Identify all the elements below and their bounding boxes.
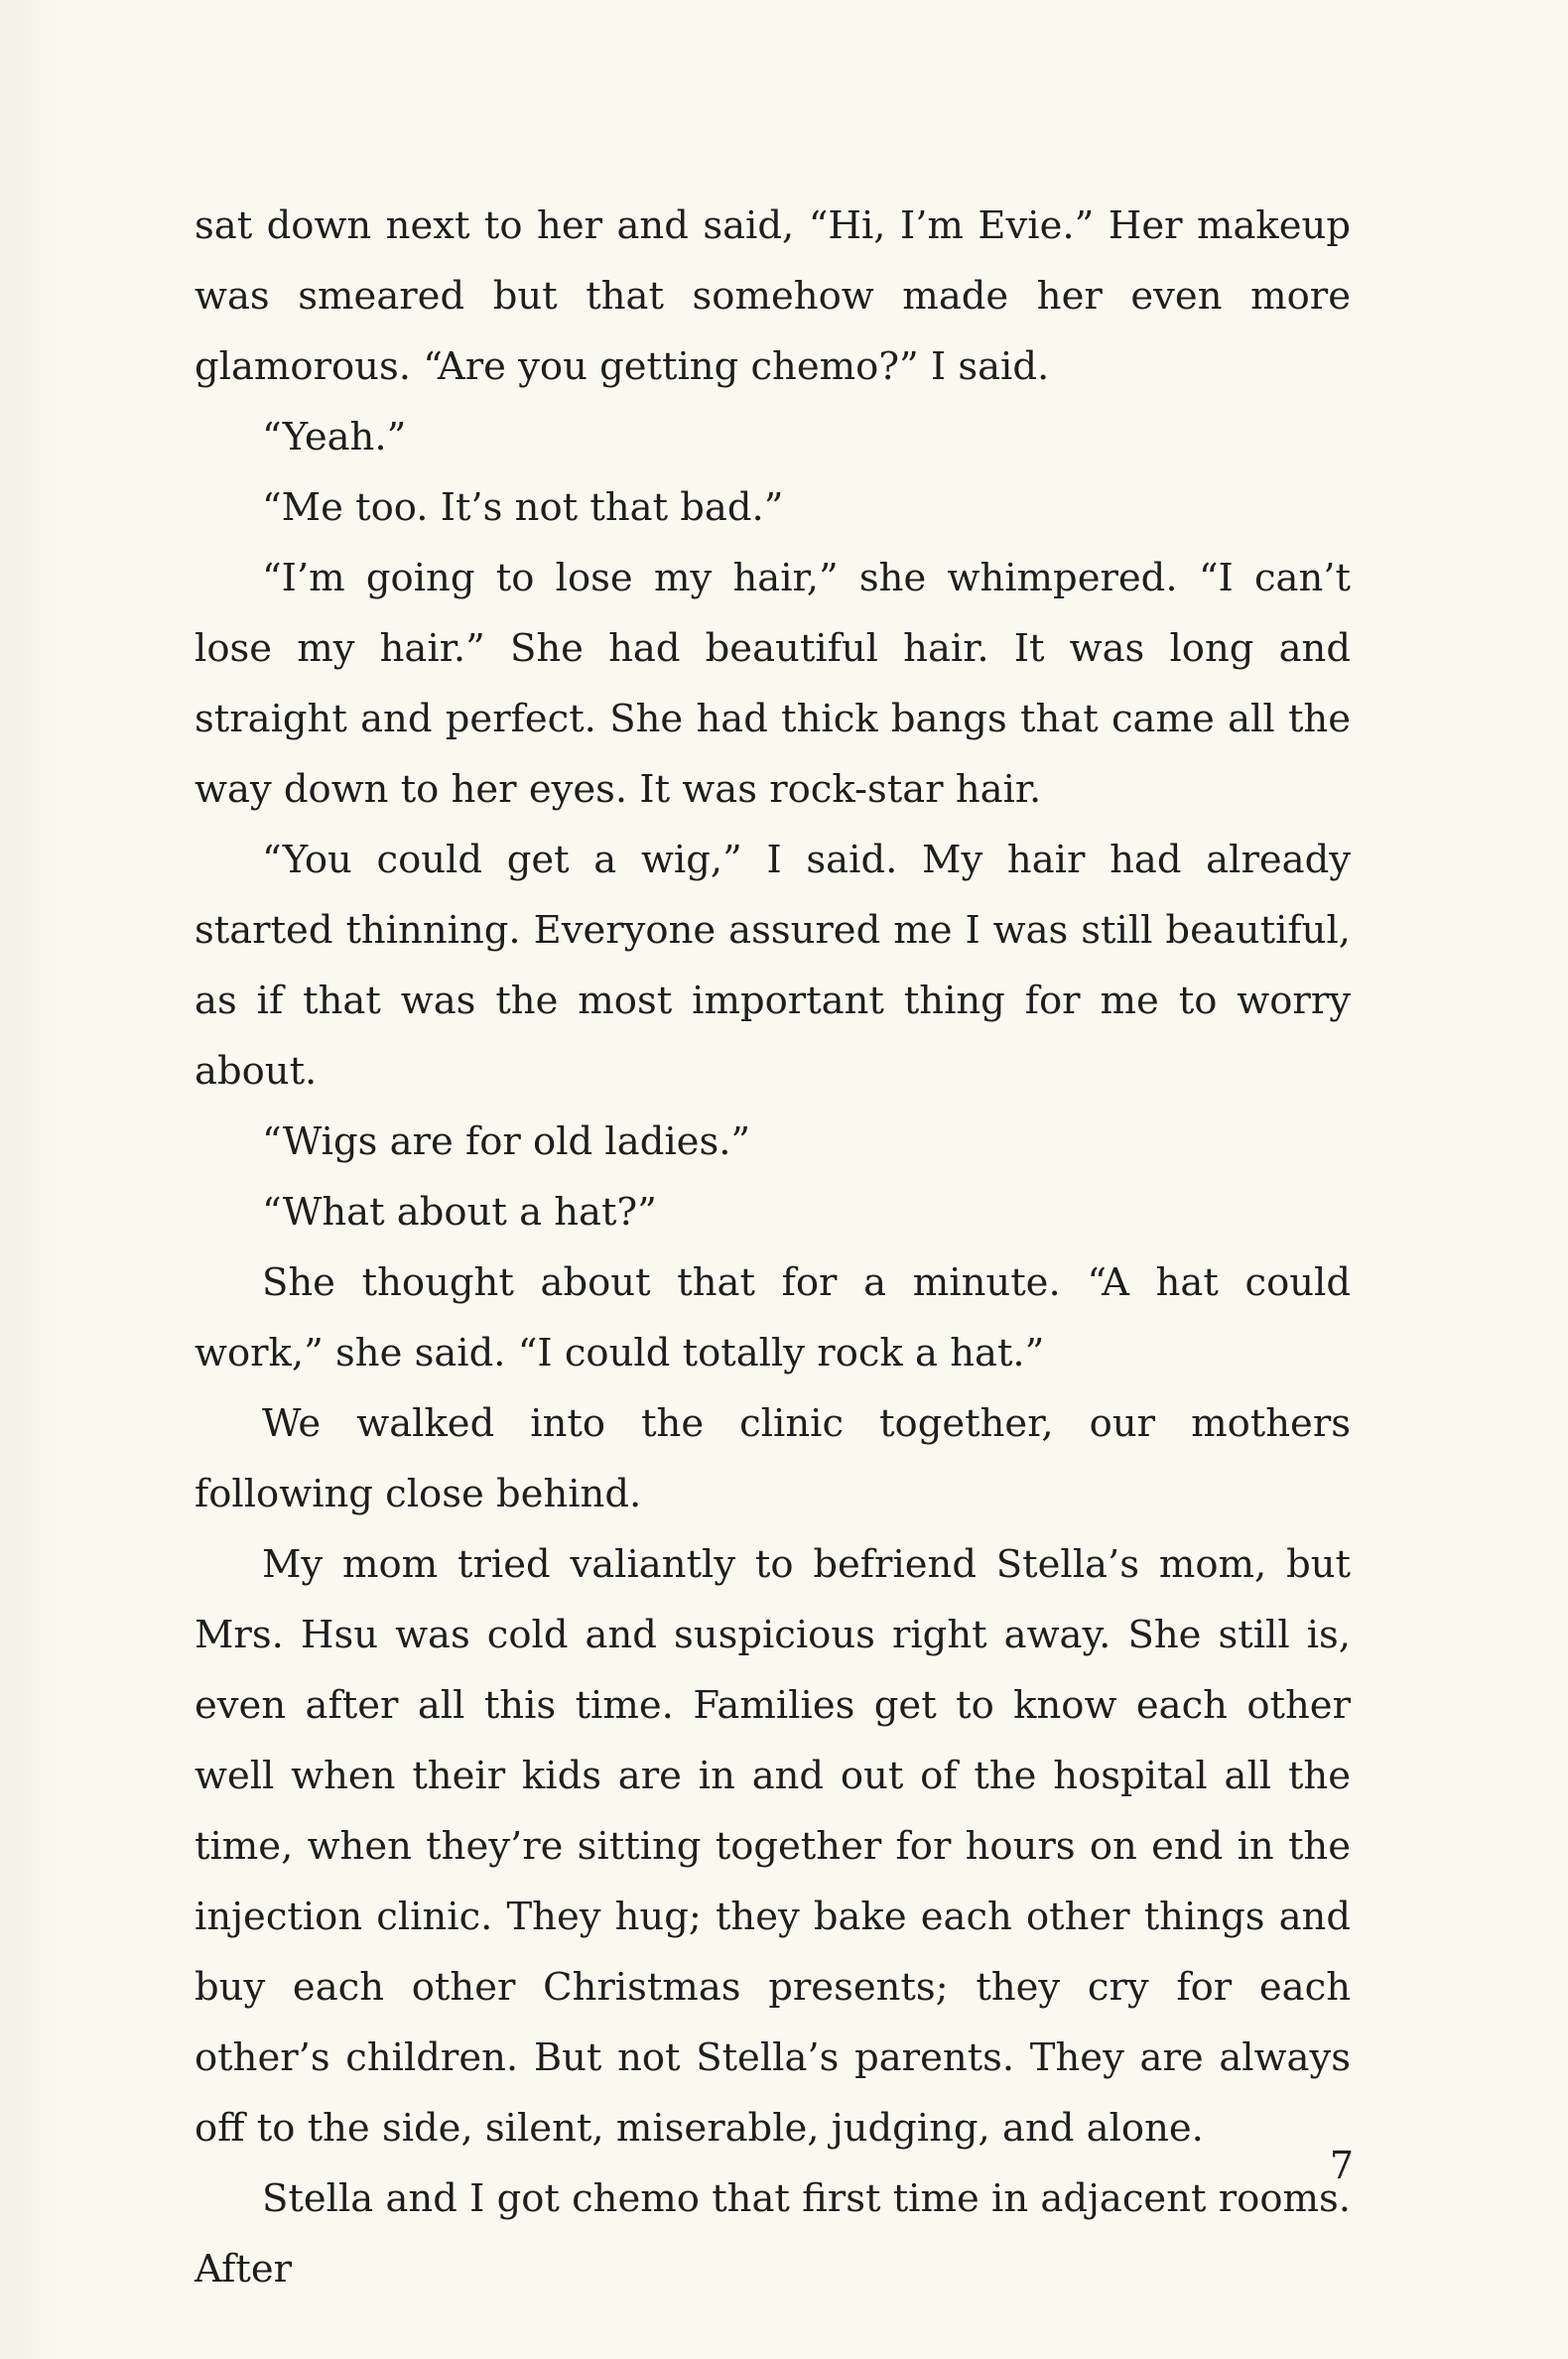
paragraph: sat down next to her and said, “Hi, I’m Evie.” Her makeup was smeared but that somehow made her even more glamorous. “Are you getting chemo?” I said. — [195, 203, 1351, 389]
paragraph: “What about a hat?” — [262, 1190, 657, 1235]
paragraph: “Me too. It’s not that bad.” — [262, 485, 784, 530]
paragraph: “Yeah.” — [262, 415, 407, 459]
paragraph: Stella and I got chemo that first time in adjacent rooms. After — [195, 2176, 1351, 2292]
paragraph: She thought about that for a minute. “A hat could work,” she said. “I could totally rock a hat.” — [195, 1260, 1351, 1376]
paragraph: “I’m going to lose my hair,” she whimpered. “I can’t lose my hair.” She had beautiful hair. It was long and straight and perfect. She had thick bangs that came all the way down to her eyes. It was rock-star hair. — [195, 556, 1351, 812]
page-gutter-shadow — [0, 0, 60, 2359]
page-number: 7 — [1329, 2144, 1354, 2187]
body-text — [195, 191, 1351, 2304]
paragraph: “Wigs are for old ladies.” — [262, 1119, 751, 1164]
paragraph: We walked into the clinic together, our mothers following close behind. — [195, 1401, 1351, 1516]
paragraph: “You could get a wig,” I said. My hair had already started thinning. Everyone assured me I was still beautiful, as if that was the most important thing for me to worry about. — [195, 838, 1351, 1094]
paragraph: My mom tried valiantly to befriend Stella’s mom, but Mrs. Hsu was cold and suspicious right away. She still is, even after all this time. Families get to know each other well when their kids are in and out of the hospital all the time, when they’re sitting together for hours on end in the injection clinic. They hug; they bake each other things and buy each other Christmas presents; they cry for each other’s children. But not Stella’s parents. They are always off to the side, silent, miserable, judging, and alone. — [195, 1542, 1351, 2151]
